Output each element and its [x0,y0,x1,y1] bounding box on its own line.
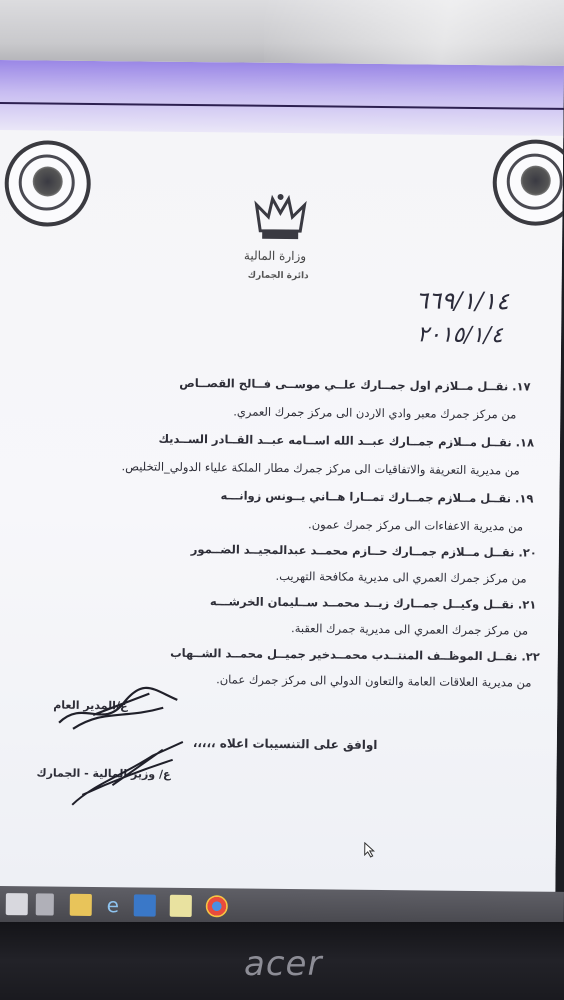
monitor-brand-logo: acer [244,944,323,984]
chrome-icon[interactable] [206,895,228,917]
crown-crest-icon [250,191,311,250]
item-18-detail: من مديرية التعريفة والاتفاقيات الى مركز جمرك مطار الملكة علياء الدولي_التخليص. [121,459,520,478]
sticky-notes-icon[interactable] [170,895,192,917]
left-seal-icon [4,140,91,227]
task-view-icon[interactable] [36,893,54,915]
director-title: ع/المدير العام [53,698,128,713]
right-seal-icon [492,139,564,226]
item-19-head: ١٩. نقــل مــلازم جمــارك تمــارا هــاني يــونس زوانـــه [220,488,534,506]
right-seal-emblem [521,165,551,195]
approval-statement: اوافق على التنسيبات اعلاه ،،،،، [192,736,378,752]
edge-icon[interactable]: e [106,893,120,918]
bezel-reflection [264,0,564,70]
item-18-head: ١٨. نقــل مــلازم جمــارك عبــد الله اســامه عبــد القــادر الســديك [158,431,535,450]
item-20-head: ٢٠. نقــل مــلازم جمــارك حــازم محمــد عبدالمجيــد الضــمور [190,542,537,560]
document-page [0,130,563,896]
file-explorer-icon[interactable] [70,894,92,916]
director-signature-icon [53,679,184,740]
item-22-detail: من مديرية العلاقات العامة والتعاون الدولي الى مركز جمرك عمان. [216,672,532,690]
start-icon[interactable] [6,893,28,915]
left-seal-emblem [33,166,63,196]
item-17-detail: من مركز جمرك معبر وادي الاردن الى مركز جمرك العمري. [233,404,517,422]
reference-date: ٢٠١٥/١/٤ [417,322,504,349]
reference-number: ٦٦٩/١/١٤ [415,286,510,316]
ministry-name: وزارة المالية [243,248,307,264]
mouse-cursor-icon [364,842,376,858]
item-20-detail: من مركز جمرك العمري الى مديرية مكافحة التهريب. [275,568,527,586]
monitor-screen [0,60,564,896]
item-21-detail: من مركز جمرك العمري الى مديرية جمرك العقبة. [291,621,529,638]
item-17-head: ١٧. نقــل مــلازم اول جمــارك علــي موســى فــالح القصــاص [179,375,531,394]
item-22-head: ٢٢. نقــل الموظــف المنتــدب محمــدخير جميــل محمــد الشــهاب [170,645,540,664]
title-divider [0,102,564,110]
item-19-detail: من مديرية الاعفاءات الى مركز جمرك عمون. [308,517,524,534]
outlook-icon[interactable] [134,894,156,916]
item-21-head: ٢١. نقــل وكيــل جمــارك زيــد محمــد ســليمان الخرشـــه [209,594,537,612]
department-name: دائرة الجمارك [247,270,309,282]
minister-title: ع/ وزير المالية - الجمارك [36,766,171,781]
window-title-area [0,60,564,138]
minister-signature-icon [52,735,193,816]
